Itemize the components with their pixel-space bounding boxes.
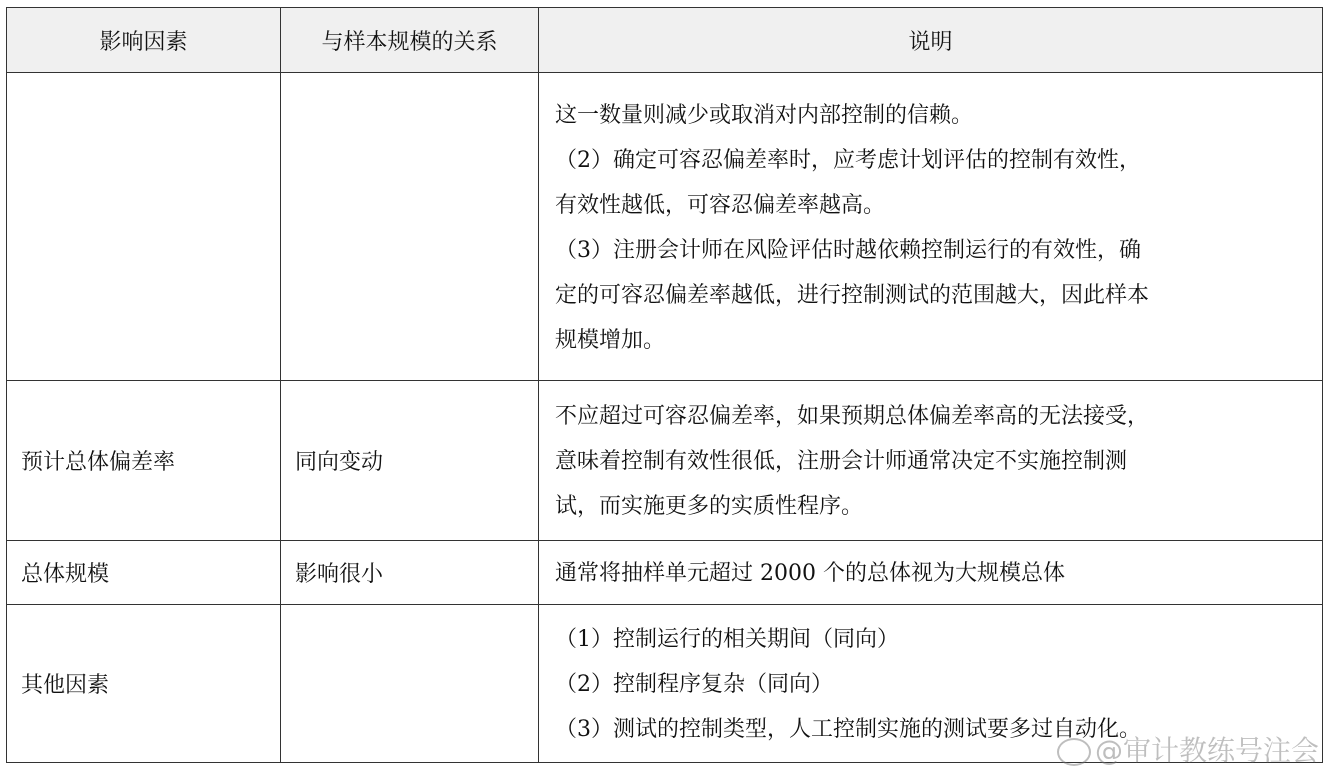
header-relation: 与样本规模的关系 <box>281 8 539 73</box>
description-cell <box>539 541 1323 605</box>
table-row <box>7 381 1323 541</box>
description-line: 不应超过可容忍偏差率，如果预期总体偏差率高的无法接受， <box>555 404 1150 429</box>
factor-cell: 其他因素 <box>7 605 281 763</box>
description-line: 这一数量则减少或取消对内部控制的信赖。 <box>555 102 974 128</box>
relation-cell <box>281 73 539 381</box>
factor-cell: 总体规模 <box>7 541 281 605</box>
header-description: 说明 <box>539 8 1323 73</box>
description-cell <box>539 381 1323 541</box>
description-cell <box>539 73 1323 381</box>
table-row <box>7 541 1323 605</box>
sample-size-factors-table <box>6 7 1323 763</box>
weibo-logo-icon <box>1057 738 1091 766</box>
relation-cell <box>281 605 539 763</box>
description-line: 试，而实施更多的实质性程序。 <box>555 494 864 519</box>
relation-cell: 影响很小 <box>281 541 539 605</box>
description-line: 意味着控制有效性很低，注册会计师通常决定不实施控制测 <box>555 449 1128 474</box>
description-line: （2）控制程序复杂（同向） <box>555 672 833 697</box>
description-line: 规模增加。 <box>555 327 666 353</box>
description-line: （1）控制运行的相关期间（同向） <box>555 627 899 652</box>
description-line: （3）注册会计师在风险评估时越依赖控制运行的有效性，确 <box>555 237 1141 263</box>
watermark-text: @审计教练号注会 <box>1094 734 1319 767</box>
description-line: 通常将抽样单元超过 2000 个的总体视为大规模总体 <box>555 561 1065 586</box>
description-line: （3）测试的控制类型，人工控制实施的测试要多过自动化。 <box>555 717 1141 742</box>
relation-cell: 同向变动 <box>281 381 539 541</box>
table-header-row <box>7 8 1323 73</box>
header-factor: 影响因素 <box>7 8 281 73</box>
table-row <box>7 73 1323 381</box>
factor-cell: 预计总体偏差率 <box>7 381 281 541</box>
description-line: （2）确定可容忍偏差率时，应考虑计划评估的控制有效性， <box>555 147 1141 173</box>
factor-cell <box>7 73 281 381</box>
watermark <box>1057 729 1319 769</box>
description-line: 定的可容忍偏差率越低，进行控制测试的范围越大，因此样本 <box>555 282 1150 308</box>
description-line: 有效性越低，可容忍偏差率越高。 <box>555 192 886 218</box>
